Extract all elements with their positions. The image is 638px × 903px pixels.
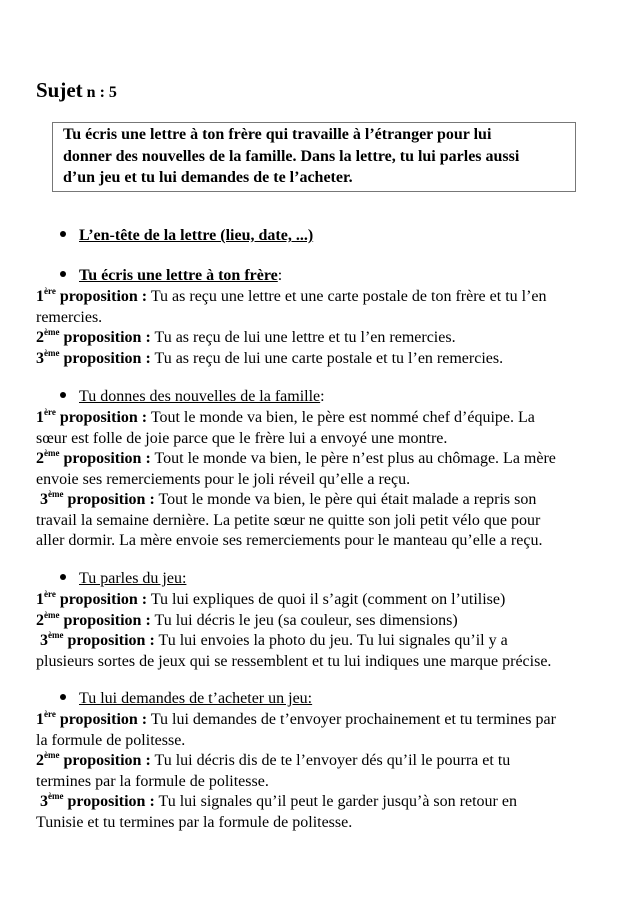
- bullet-acheter: [60, 690, 312, 708]
- proposition-label: 1: [36, 591, 44, 608]
- ordinal-superscript: ère: [44, 589, 56, 599]
- bullet-label: Tu écris une lettre à ton frère: [79, 267, 278, 284]
- bullet-ecris: [60, 267, 282, 285]
- proposition-text: Tout le monde va bien, le père qui était malade a repris son: [154, 491, 537, 508]
- text-line: [36, 710, 556, 731]
- text-line: [36, 611, 551, 632]
- proposition-label: 1: [36, 711, 44, 728]
- subject-line: d’un jeu et tu lui demandes de te l’acheter.: [63, 169, 353, 186]
- page-title: [36, 78, 117, 103]
- bullet-entete: [60, 227, 313, 245]
- proposition-block: [36, 408, 556, 552]
- proposition-text: Tu lui demandes de t’envoyer prochainement et tu termines par: [147, 711, 556, 728]
- proposition-label: 2: [36, 329, 44, 346]
- proposition-text: Tu lui décris le jeu (sa couleur, ses dimensions): [150, 611, 458, 629]
- proposition-block: [36, 710, 556, 833]
- proposition-text: Tu lui expliques de quoi il s’agit (comment on l’utilise): [147, 591, 506, 608]
- text-line: aller dormir. La mère envoie ses remerciements pour le manteau qu’elle a reçu.: [36, 532, 543, 549]
- proposition-label: 3: [40, 632, 48, 649]
- proposition-label: proposition :: [63, 632, 155, 649]
- proposition-text: Tu lui signales qu’il peut le garder jusqu’à son retour en: [154, 793, 517, 810]
- bullet-label: L’en-tête de la lettre (lieu, date, ...): [79, 227, 314, 244]
- ordinal-superscript: ème: [44, 609, 60, 620]
- bullet-nouvelles: [60, 388, 325, 406]
- proposition-label: proposition :: [59, 752, 151, 769]
- bullet-icon: [60, 271, 66, 277]
- proposition-label: 3: [40, 491, 48, 508]
- proposition-label: proposition :: [55, 591, 148, 608]
- subject-box: [52, 122, 576, 192]
- text-line: la formule de politesse.: [36, 731, 186, 749]
- ordinal-superscript: ème: [48, 489, 64, 499]
- ordinal-superscript: ère: [44, 286, 56, 296]
- proposition-text: Tu as reçu de lui une lettre et tu l’en remercies.: [150, 329, 456, 346]
- text-line: envoie ses remerciements pour le joli réveil qu’elle a reçu.: [36, 470, 411, 488]
- proposition-label: 2: [36, 450, 44, 467]
- proposition-label: proposition :: [63, 793, 155, 810]
- bullet-label: Tu parles du jeu:: [79, 570, 187, 587]
- proposition-text: Tu lui envoies la photo du jeu. Tu lui signales qu’il y a: [154, 632, 508, 649]
- bullet-label: Tu lui demandes de t’acheter un jeu:: [79, 690, 313, 707]
- text-line: Tunisie et tu termines par la formule de politesse.: [36, 813, 353, 831]
- ordinal-superscript: ème: [48, 630, 64, 640]
- text-line: [36, 751, 556, 772]
- text-line: [36, 328, 547, 349]
- proposition-label: proposition :: [59, 329, 151, 346]
- bullet-icon: [60, 574, 66, 580]
- title-main: Sujet: [36, 78, 83, 102]
- bullet-icon: [60, 231, 66, 237]
- bullet-suffix: :: [320, 388, 325, 405]
- text-line: [36, 631, 551, 652]
- text-line: [36, 792, 556, 813]
- ordinal-superscript: ème: [44, 448, 60, 458]
- ordinal-superscript: ère: [44, 407, 56, 417]
- proposition-text: Tout le monde va bien, le père n’est plus au chômage. La mère: [150, 450, 556, 467]
- ordinal-superscript: ème: [48, 791, 64, 801]
- text-line: [36, 490, 556, 511]
- proposition-text: Tout le monde va bien, le père est nommé chef d’équipe. La: [147, 409, 535, 426]
- proposition-block: [36, 287, 547, 369]
- text-line: travail la semaine dernière. La petite sœur ne quitte son joli petit vélo que pour: [36, 511, 541, 529]
- bullet-suffix: :: [277, 267, 283, 284]
- bullet-icon: [60, 392, 66, 398]
- ordinal-superscript: ème: [44, 327, 60, 337]
- bullet-label: Tu donnes des nouvelles de la famille: [79, 388, 321, 405]
- proposition-label: proposition :: [55, 288, 148, 305]
- text-line: plusieurs sortes de jeux qui se ressemblent et tu lui indiques une marque précise.: [36, 652, 552, 670]
- proposition-label: proposition :: [55, 409, 148, 426]
- proposition-label: 1: [36, 409, 44, 426]
- proposition-label: 3: [36, 349, 44, 367]
- text-line: [36, 449, 556, 470]
- proposition-label: 2: [36, 611, 44, 629]
- ordinal-superscript: ère: [44, 709, 56, 719]
- ordinal-superscript: ème: [44, 750, 60, 760]
- proposition-label: 3: [40, 793, 48, 810]
- text-line: [36, 408, 556, 429]
- text-line: remercies.: [36, 308, 103, 326]
- ordinal-superscript: ème: [44, 347, 60, 358]
- proposition-label: proposition :: [63, 491, 155, 508]
- subject-line: Tu écris une lettre à ton frère qui travaille à l’étranger pour lui: [63, 126, 492, 143]
- proposition-block: [36, 590, 551, 672]
- title-number: n : 5: [82, 84, 117, 101]
- proposition-text: Tu as reçu de lui une carte postale et tu l’en remercies.: [150, 349, 504, 367]
- text-line: [36, 349, 547, 370]
- bullet-icon: [60, 694, 66, 700]
- proposition-label: proposition :: [59, 450, 151, 467]
- proposition-label: proposition :: [59, 349, 151, 367]
- text-line: [36, 287, 547, 308]
- proposition-label: 2: [36, 752, 44, 769]
- text-line: sœur est folle de joie parce que le frère lui a envoyé une montre.: [36, 429, 448, 447]
- proposition-text: Tu lui décris dis de te l’envoyer dés qu’il le pourra et tu: [150, 752, 511, 769]
- text-line: [36, 590, 551, 611]
- proposition-label: proposition :: [59, 611, 151, 629]
- bullet-jeu: [60, 570, 186, 588]
- proposition-label: 1: [36, 288, 44, 305]
- proposition-label: proposition :: [55, 711, 148, 728]
- subject-line: donner des nouvelles de la famille. Dans la lettre, tu lui parles aussi: [63, 147, 520, 165]
- proposition-text: Tu as reçu une lettre et une carte postale de ton frère et tu l’en: [147, 288, 547, 305]
- text-line: termines par la formule de politesse.: [36, 772, 269, 790]
